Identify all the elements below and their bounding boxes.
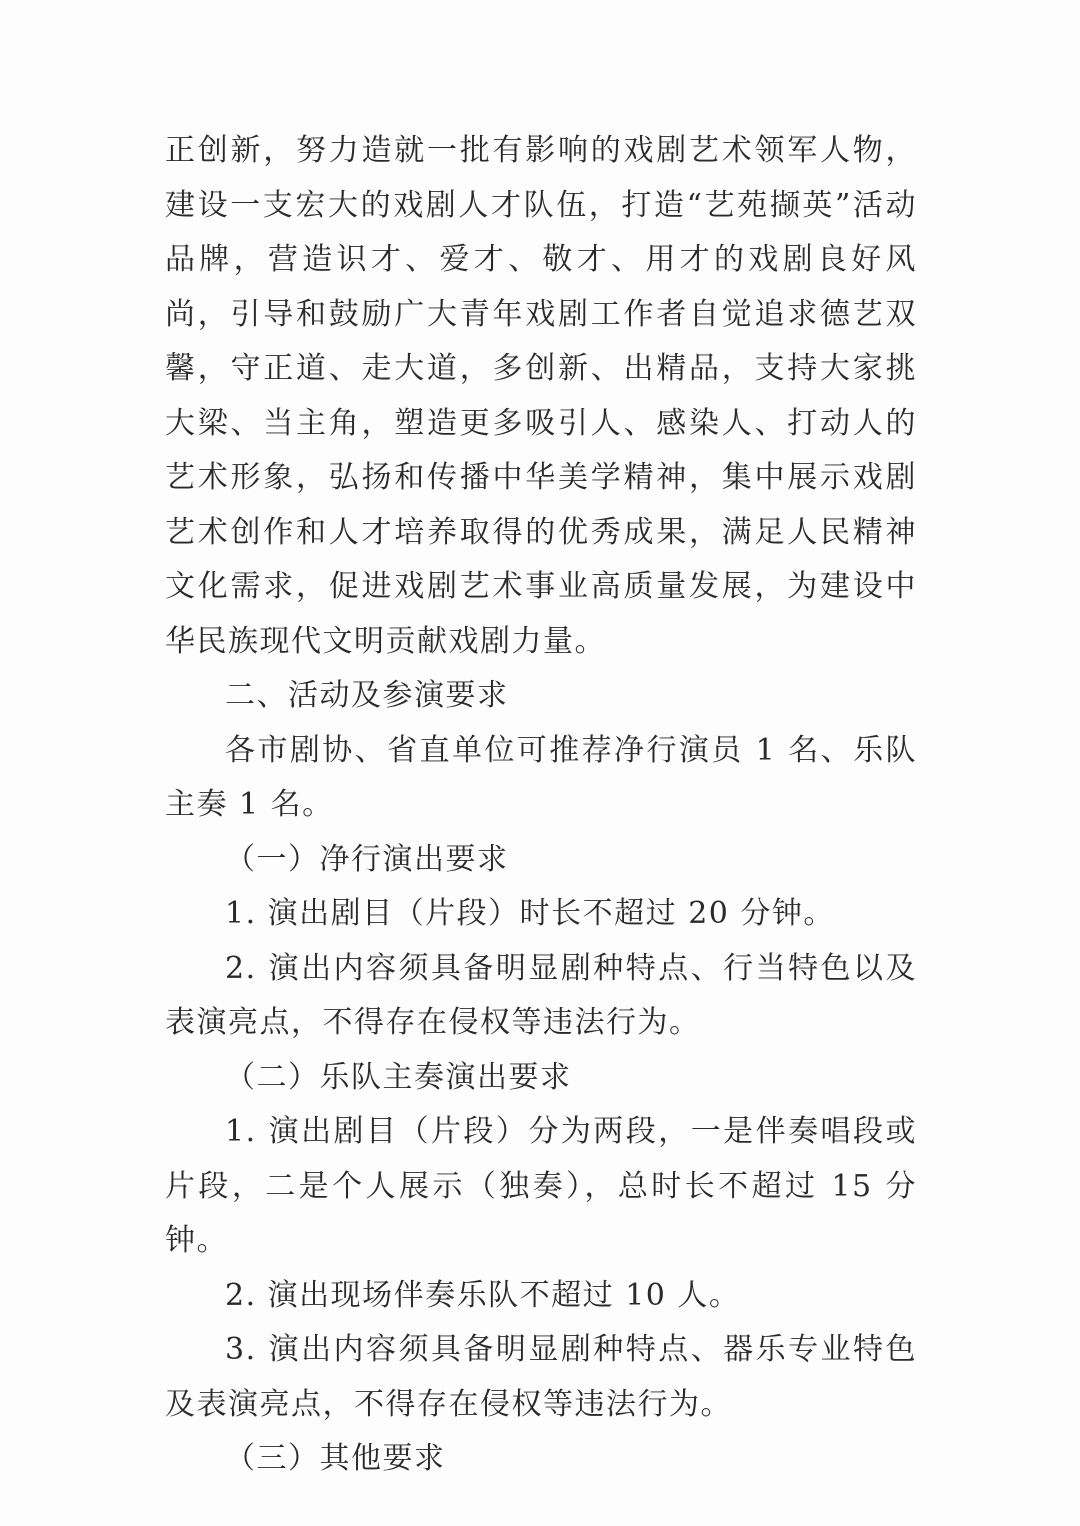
subheading-other-requirements: （三）其他要求 [225,1441,446,1476]
list-item-jing-duration: 1. 演出剧目（片段）时长不超过 20 分钟。 [225,896,835,931]
list-item-band-content: 3. 演出内容须具备明显剧种特点、器乐专业特色及表演亮点，不得存在侵权等违法行为。 [165,1332,917,1422]
list-item-band-segments: 1. 演出剧目（片段）分为两段，一是伴奏唱段或片段，二是个人展示（独奏），总时长不超过 15 分钟。 [165,1114,917,1258]
list-item-jing-content: 2. 演出内容须具备明显剧种特点、行当特色以及表演亮点，不得存在侵权等违法行为。 [165,950,917,1040]
subheading-band-lead: （二）乐队主奏演出要求 [225,1059,572,1095]
document-body [165,124,917,1487]
paragraph-intro-continued: 正创新，努力造就一批有影响的戏剧艺术领军人物，建设一支宏大的戏剧人才队伍，打造“艺苑撷英”活动品牌，营造识才、爱才、敬才、用才的戏剧良好风尚，引导和鼓励广大青年戏剧工作者自觉追求德艺双馨，守正道、走大道，多创新、出精品，支持大家挑大梁、当主角，塑造更多吸引人、感染人、打动人的艺术形象，弘扬和传播中华美学精神，集中展示戏剧艺术创作和人才培养取得的优秀成果，满足人民精神文化需求，促进戏剧艺术事业高质量发展，为建设中华民族现代文明贡献戏剧力量。 [165,133,917,659]
section-heading-requirements: 二、活动及参演要求 [225,678,509,713]
subheading-jing-role: （一）净行演出要求 [225,841,509,877]
paragraph-recommendation: 各市剧协、省直单位可推荐净行演员 1 名、乐队主奏 1 名。 [165,732,917,822]
list-item-band-size: 2. 演出现场伴奏乐队不超过 10 人。 [225,1277,741,1313]
